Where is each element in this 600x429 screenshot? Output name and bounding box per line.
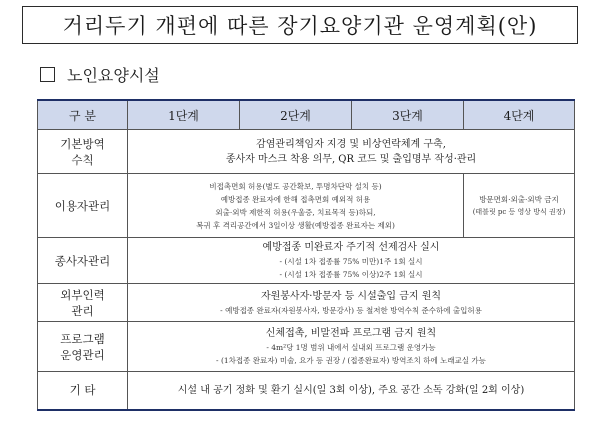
section-heading — [40, 62, 160, 86]
row-content-external: 자원봉사자·방문자 등 시설출입 금지 원칙 - 예방접종 완료자(자원봉사자, 방문강사) 등 철저한 방역수칙 준수하에 출입허용 — [128, 284, 575, 322]
table-row-other — [38, 372, 575, 410]
header-category: 구 분 — [38, 100, 128, 130]
table-row-staff — [38, 238, 575, 284]
row-label-user: 이용자관리 — [38, 174, 128, 238]
row-content-user-stage123: 비접촉면회 허용(별도 공간확보, 투명차단막 설치 등) 예방접종 완료자에 한해 접촉면회 예외적 허용 외출·외박 제한적 허용(우울증, 치료목적 등)하되, 복귀 후 격리공간에서 3일이상 생활(예방접종 완료자는 제외) — [128, 174, 464, 238]
row-label-other: 기 타 — [38, 372, 128, 410]
table-row-basic — [38, 130, 575, 174]
table-row-program — [38, 322, 575, 372]
section-label: 노인요양시설 — [67, 65, 160, 85]
table-row-user — [38, 174, 575, 238]
header-stage-4: 4단계 — [464, 100, 575, 130]
row-content-other: 시설 내 공기 정화 및 환기 실시(일 3회 이상), 주요 공간 소독 강화(일 2회 이상) — [128, 372, 575, 410]
row-content-basic: 감염관리책임자 지경 및 비상연락체계 구축, 종사자 마스크 착용 의무, QR 코드 및 출입명부 작성·관리 — [128, 130, 575, 174]
row-label-staff: 종사자관리 — [38, 238, 128, 284]
document-title: 거리두기 개편에 따른 장기요양기관 운영계획(안) — [22, 6, 578, 44]
table-header-row — [38, 100, 575, 130]
checkbox-icon — [40, 67, 55, 82]
header-stage-1: 1단계 — [128, 100, 240, 130]
row-content-staff: 예방접종 미완료자 주기적 선제검사 실시 - (시설 1차 접종률 75% 미만)1주 1회 실시 - (시설 1차 접종률 75% 이상)2주 1회 실시 — [128, 238, 575, 284]
table-row-external — [38, 284, 575, 322]
plan-table — [37, 99, 575, 411]
row-content-program: 신체접촉, 비말전파 프로그램 금지 원칙 - 4m²당 1명 범위 내에서 실내외 프로그램 운영가능 - (1차접종 완료자) 미술, 요가 등 권장 / (접종완료자) 방역조치 하에 노래교실 가능 — [128, 322, 575, 372]
row-content-user-stage4: 방문면회·외출·외박 금지 (태블릿 pc 등 영상 방식 권장) — [464, 174, 575, 238]
row-label-external: 외부인력 관리 — [38, 284, 128, 322]
header-stage-3: 3단계 — [352, 100, 464, 130]
header-stage-2: 2단계 — [240, 100, 352, 130]
row-label-basic: 기본방역 수칙 — [38, 130, 128, 174]
row-label-program: 프로그램 운영관리 — [38, 322, 128, 372]
